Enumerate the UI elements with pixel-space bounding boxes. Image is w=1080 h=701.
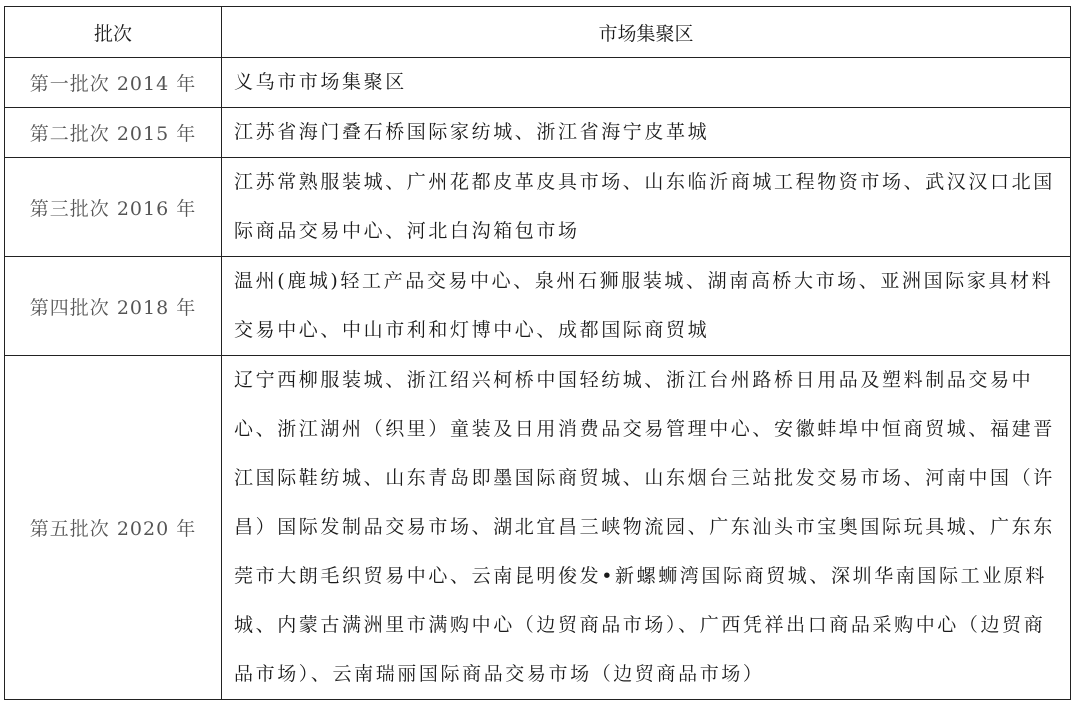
markets-cell: 辽宁西柳服装城、浙江绍兴柯桥中国轻纺城、浙江台州路桥日用品及塑料制品交易中心、浙江湖州（织里）童装及日用消费品交易管理中心、安徽蚌埠中恒商贸城、福建晋江国际鞋纺城、山东青岛即墨国际商贸城、山东烟台三站批发交易市场、河南中国（许昌）国际发制品交易市场、湖北宜昌三峡物流园、广东汕头市宝奥国际玩具城、广东东莞市大朗毛织贸易中心、云南昆明俊发•新螺蛳湾国际商贸城、深圳华南国际工业原料城、内蒙古满洲里市满购中心（边贸商品市场）、广西凭祥出口商品采购中心（边贸商品市场）、云南瑞丽国际商品交易市场（边贸商品市场） bbox=[222, 356, 1071, 700]
market-cluster-table-container bbox=[4, 6, 1070, 700]
table-row bbox=[5, 356, 1071, 700]
header-market-cluster: 市场集聚区 bbox=[222, 7, 1071, 58]
markets-cell: 温州(鹿城)轻工产品交易中心、泉州石狮服装城、湖南高桥大市场、亚洲国际家具材料交易中心、中山市利和灯博中心、成都国际商贸城 bbox=[222, 257, 1071, 356]
markets-cell: 江苏省海门叠石桥国际家纺城、浙江省海宁皮革城 bbox=[222, 108, 1071, 158]
markets-cell: 江苏常熟服装城、广州花都皮革皮具市场、山东临沂商城工程物资市场、武汉汉口北国际商品交易中心、河北白沟箱包市场 bbox=[222, 158, 1071, 257]
header-batch: 批次 bbox=[5, 7, 222, 58]
batch-cell: 第一批次 2014 年 bbox=[5, 58, 222, 108]
batch-cell: 第五批次 2020 年 bbox=[5, 356, 222, 700]
table-row bbox=[5, 257, 1071, 356]
table-row bbox=[5, 158, 1071, 257]
market-cluster-table bbox=[4, 6, 1071, 700]
batch-cell: 第四批次 2018 年 bbox=[5, 257, 222, 356]
table-row bbox=[5, 58, 1071, 108]
markets-cell: 义乌市市场集聚区 bbox=[222, 58, 1071, 108]
batch-cell: 第三批次 2016 年 bbox=[5, 158, 222, 257]
batch-cell: 第二批次 2015 年 bbox=[5, 108, 222, 158]
table-header-row bbox=[5, 7, 1071, 58]
table-row bbox=[5, 108, 1071, 158]
